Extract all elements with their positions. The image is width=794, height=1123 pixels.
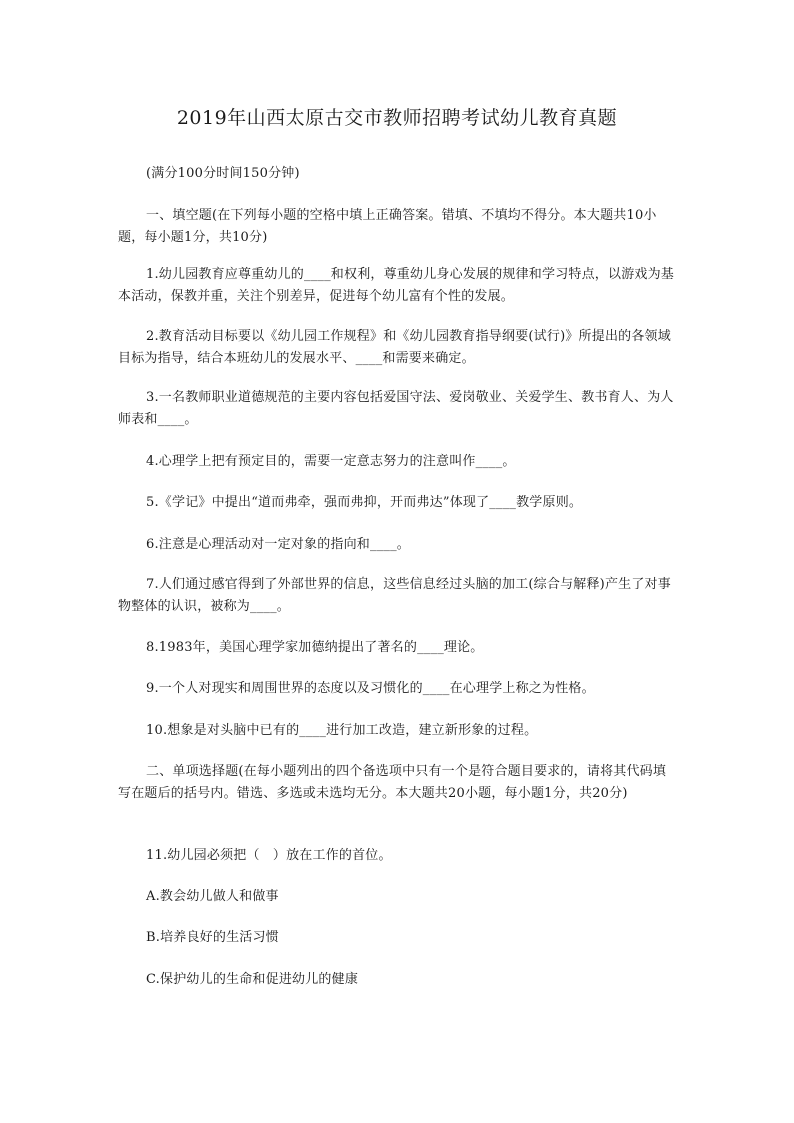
question-2: 2.教育活动目标要以《幼儿园工作规程》和《幼儿园教育指导纲要(试行)》所提出的各领域目标为指导，结合本班幼儿的发展水平、____和需要来确定。	[118, 329, 671, 366]
question-4: 4.心理学上把有预定目的，需要一定意志努力的注意叫作____。	[146, 454, 516, 469]
question-11-option-b: B.培养良好的生活习惯	[146, 930, 279, 945]
question-1: 1.幼儿园教育应尊重幼儿的____和权利，尊重幼儿身心发展的规律和学习特点，以游戏为基本活动，保教并重，关注个别差异，促进每个幼儿富有个性的发展。	[118, 267, 675, 304]
question-3: 3.一名教师职业道德规范的主要内容包括爱国守法、爱岗敬业、关爱学生、教书育人、为人师表和____。	[118, 390, 674, 427]
section-heading-fill-blank: 一、填空题(在下列每小题的空格中填上正确答案。错填、不填均不得分。本大题共10小题，每小题1分，共10分)	[118, 208, 657, 245]
question-6: 6.注意是心理活动对一定对象的指向和____。	[146, 537, 411, 552]
question-11-option-a: A.教会幼儿做人和做事	[146, 889, 279, 904]
question-10: 10.想象是对头脑中已有的____进行加工改造，建立新形象的过程。	[146, 723, 538, 738]
question-7: 7.人们通过感官得到了外部世界的信息，这些信息经过头脑的加工(综合与解释)产生了对事物整体的认识，被称为____。	[118, 577, 671, 614]
question-5: 5.《学记》中提出“道而弗牵，强而弗抑，开而弗达”体现了____教学原则。	[146, 495, 583, 510]
question-9: 9.一个人对现实和周围世界的态度以及习惯化的____在心理学上称之为性格。	[146, 681, 595, 696]
exam-info: (满分100分时间150分钟)	[146, 166, 300, 181]
question-8: 8.1983年，美国心理学家加德纳提出了著名的____理论。	[146, 640, 484, 655]
section-heading-single-choice: 二、单项选择题(在每小题列出的四个备选项中只有一个是符合题目要求的，请将其代码填写在题后的括号内。错选、多选或未选均无分。本大题共20小题，每小题1分，共20分)	[118, 764, 667, 801]
page-title: 2019年山西太原古交市教师招聘考试幼儿教育真题	[176, 107, 618, 129]
question-11-option-c: C.保护幼儿的生命和促进幼儿的健康	[146, 972, 359, 987]
question-11: 11.幼儿园必须把（ ）放在工作的首位。	[146, 848, 392, 863]
